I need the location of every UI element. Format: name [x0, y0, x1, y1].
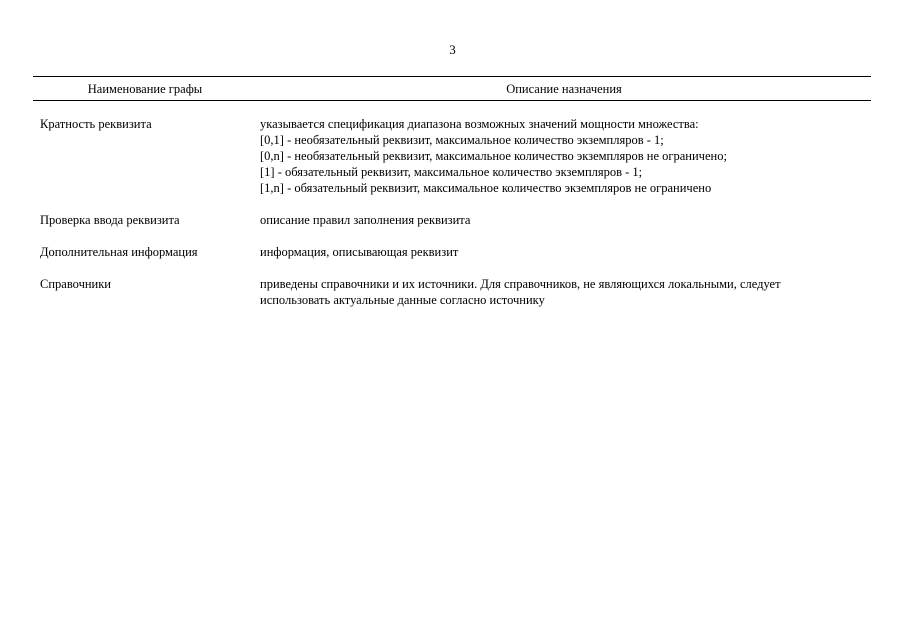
description-line: использовать актуальные данные согласно источнику: [260, 293, 545, 307]
table-row: [33, 212, 871, 228]
row-description-cell: [260, 212, 871, 228]
column-header-name: Наименование графы: [87, 82, 203, 96]
row-name-cell: Кратность реквизита: [40, 117, 152, 131]
description-line: [0,n] - необязательный реквизит, максимальное количество экземпляров не ограничено;: [260, 149, 727, 163]
row-name-cell: Проверка ввода реквизита: [40, 213, 180, 227]
description-line: [1] - обязательный реквизит, максимальное количество экземпляров - 1;: [260, 165, 643, 179]
row-description-cell: [260, 244, 871, 260]
table-row: [33, 276, 871, 308]
table-header: [33, 76, 871, 101]
row-name-cell: Справочники: [40, 277, 111, 291]
table-body: [33, 101, 871, 308]
row-description-cell: [260, 276, 871, 308]
page-number: 3: [449, 42, 456, 57]
description-line: указывается спецификация диапазона возможных значений мощности множества:: [260, 117, 699, 131]
description-line: информация, описывающая реквизит: [260, 245, 459, 259]
row-description-cell: [260, 116, 871, 196]
description-line: описание правил заполнения реквизита: [260, 213, 471, 227]
description-line: приведены справочники и их источники. Для справочников, не являющихся локальными, следует: [260, 277, 781, 291]
description-line: [0,1] - необязательный реквизит, максимальное количество экземпляров - 1;: [260, 133, 664, 147]
attributes-table: [33, 76, 871, 324]
table-row: [33, 244, 871, 260]
description-line: [1,n] - обязательный реквизит, максимальное количество экземпляров не ограничено: [260, 181, 712, 195]
row-name-cell: Дополнительная информация: [40, 245, 198, 259]
column-header-description: Описание назначения: [506, 82, 622, 96]
table-row: [33, 116, 871, 196]
